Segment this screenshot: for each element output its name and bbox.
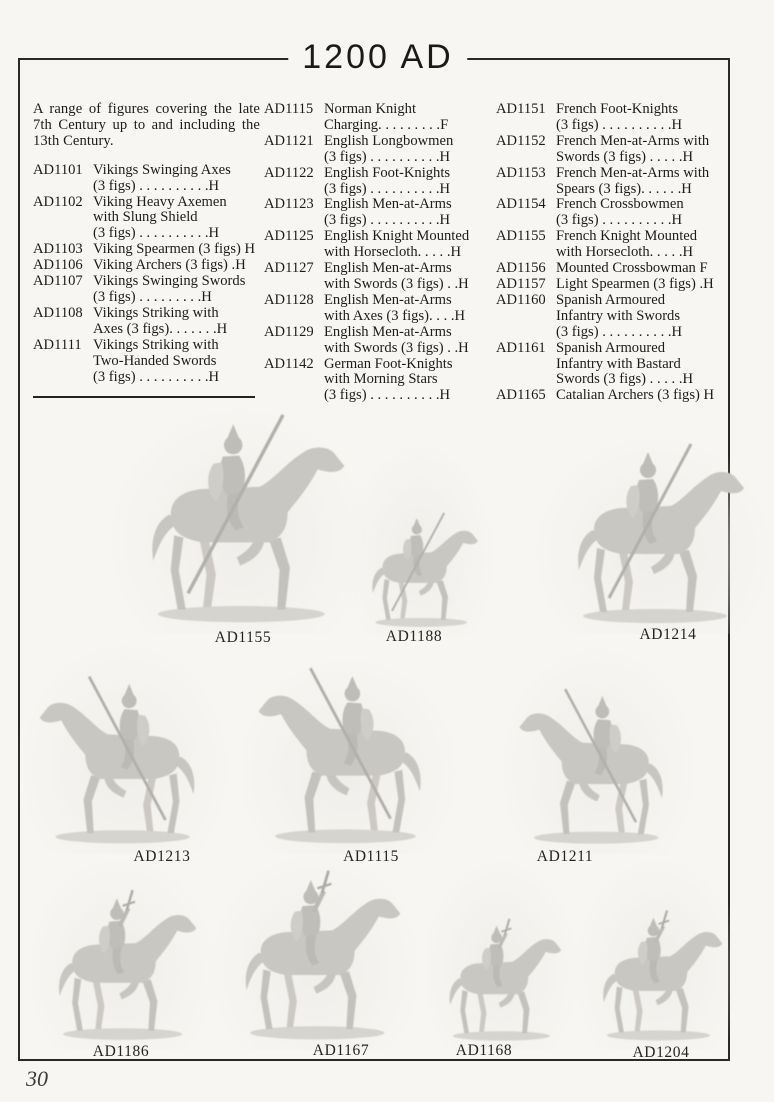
item-description-line: Axes (3 figs). . . . . . .H — [93, 320, 228, 337]
item-description — [93, 163, 260, 195]
figure-photo-ad1155 — [110, 408, 368, 628]
item-description — [93, 195, 260, 243]
item-description-line: English Knight Mounted — [324, 228, 470, 245]
item-description — [324, 357, 492, 405]
catalog-item — [496, 341, 734, 389]
item-description-line: Viking Spearmen (3 figs) H — [93, 241, 256, 258]
item-description-line: (3 figs) . . . . . . . . . .H — [324, 148, 451, 165]
item-description — [556, 166, 734, 198]
item-description-line: (3 figs) . . . . . . . . . .H — [556, 116, 683, 133]
catalog-item — [33, 338, 260, 386]
item-description-line: (3 figs) . . . . . . . . . .H — [556, 323, 683, 340]
item-code: AD1165 — [496, 387, 546, 404]
item-description-line: English Men-at-Arms — [324, 291, 452, 308]
item-code: AD1122 — [264, 164, 314, 181]
catalog-list-right — [496, 102, 734, 404]
item-description-line: English Men-at-Arms — [324, 260, 452, 277]
item-code: AD1103 — [33, 241, 83, 258]
item-code: AD1128 — [264, 291, 314, 308]
item-description-line: (3 figs) . . . . . . . . . .H — [324, 212, 451, 229]
item-description-line: German Foot-Knights — [324, 355, 453, 372]
item-description-line: Vikings Swinging Swords — [93, 273, 246, 290]
item-code: AD1160 — [496, 291, 546, 308]
item-description-line: Spears (3 figs). . . . . .H — [556, 180, 692, 197]
item-description-line: Light Spearmen (3 figs) .H — [556, 275, 714, 292]
catalog-item — [264, 229, 492, 261]
catalog-item — [33, 242, 260, 258]
item-description — [324, 102, 492, 134]
catalog-item — [264, 102, 492, 134]
item-description-line: English Foot-Knights — [324, 164, 451, 181]
item-description — [556, 102, 734, 134]
item-description-line: English Men-at-Arms — [324, 196, 452, 213]
figure-caption: AD1214 — [639, 626, 697, 643]
item-description-line: with Slung Shield — [93, 209, 198, 226]
catalog-item — [496, 166, 734, 198]
catalog-item — [496, 134, 734, 166]
item-code: AD1106 — [33, 257, 83, 274]
figure-caption: AD1188 — [385, 628, 443, 645]
page-number: 30 — [26, 1066, 48, 1091]
item-description-line: Viking Heavy Axemen — [93, 193, 227, 210]
catalog-list-middle — [264, 102, 492, 404]
item-code: AD1107 — [33, 273, 83, 290]
figure-caption: AD1186 — [92, 1043, 150, 1060]
figure-caption: AD1155 — [214, 629, 272, 646]
catalog-item — [496, 388, 734, 404]
item-description-line: Mounted Crossbowman F — [556, 260, 708, 277]
catalog-item — [33, 258, 260, 274]
figure-caption: AD1213 — [133, 848, 191, 865]
item-code: AD1111 — [33, 336, 82, 353]
item-description — [93, 306, 260, 338]
item-description-line: (3 figs) . . . . . . . . . .H — [324, 180, 451, 197]
item-description-line: with Swords (3 figs) . .H — [324, 275, 469, 292]
item-description — [556, 341, 734, 389]
item-description-line: Swords (3 figs) . . . . .H — [556, 371, 694, 388]
item-code: AD1154 — [496, 196, 546, 213]
item-description-line: with Horsecloth. . . . .H — [324, 244, 462, 261]
item-description-line: (3 figs) . . . . . . . . . .H — [93, 368, 220, 385]
item-description-line: Vikings Swinging Axes — [93, 161, 231, 178]
item-code: AD1129 — [264, 323, 314, 340]
figure-photo-ad1186 — [30, 858, 212, 1044]
item-description-line: (3 figs) . . . . . . . . . .H — [93, 177, 220, 194]
item-code: AD1142 — [264, 355, 314, 372]
item-code: AD1108 — [33, 304, 83, 321]
intro-paragraph: A range of figures covering the late 7th Century up to and including the 13th Century. — [33, 101, 260, 149]
item-code: AD1153 — [496, 164, 546, 181]
item-code: AD1152 — [496, 132, 546, 149]
figure-photo-ad1213 — [22, 644, 227, 848]
item-code: AD1101 — [33, 161, 83, 178]
item-description — [324, 261, 492, 293]
item-code: AD1115 — [264, 101, 314, 117]
item-code: AD1123 — [264, 196, 314, 213]
catalog-item — [33, 306, 260, 338]
catalog-item — [264, 166, 492, 198]
item-description-line: French Foot-Knights — [556, 101, 679, 117]
item-description-line: English Longbowmen — [324, 132, 454, 149]
item-description-line: Charging. . . . . . . . .F — [324, 116, 449, 133]
listings-area — [33, 102, 733, 404]
catalog-item — [264, 357, 492, 405]
catalog-item — [496, 197, 734, 229]
item-description-line: Vikings Striking with — [93, 304, 219, 321]
catalog-item — [496, 261, 734, 277]
item-description-line: (3 figs) . . . . . . . . . .H — [556, 212, 683, 229]
item-description-line: English Men-at-Arms — [324, 323, 452, 340]
item-code: AD1125 — [264, 228, 314, 245]
catalog-column-middle — [264, 102, 492, 404]
item-code: AD1102 — [33, 193, 83, 210]
item-description — [556, 197, 734, 229]
item-description-line: Infantry with Bastard — [556, 355, 681, 372]
item-code: AD1161 — [496, 339, 546, 356]
item-code: AD1155 — [496, 228, 546, 245]
figure-photo-ad1188 — [350, 446, 490, 630]
figure-caption: AD1204 — [632, 1044, 690, 1061]
item-code: AD1157 — [496, 275, 546, 292]
figure-caption: AD1115 — [343, 848, 399, 865]
catalog-item — [264, 293, 492, 325]
figure-caption: AD1168 — [455, 1042, 513, 1059]
item-description — [324, 325, 492, 357]
item-description — [93, 274, 260, 306]
figure-caption: AD1167 — [312, 1042, 370, 1059]
item-code: AD1156 — [496, 260, 546, 277]
item-description-line: Spanish Armoured — [556, 339, 666, 356]
catalog-item — [264, 197, 492, 229]
catalog-column-right — [496, 102, 734, 404]
divider-rule — [33, 396, 255, 398]
item-description-line: French Crossbowmen — [556, 196, 684, 213]
item-description-line: French Men-at-Arms with — [556, 132, 710, 149]
item-description — [93, 258, 260, 274]
figure-photo-ad1168 — [426, 860, 574, 1044]
catalog-item — [33, 163, 260, 195]
item-description — [324, 166, 492, 198]
catalog-item — [496, 277, 734, 293]
item-description — [556, 261, 734, 277]
figure-photo-ad1211 — [503, 648, 693, 848]
item-description-line: with Morning Stars — [324, 371, 438, 388]
item-description-line: Viking Archers (3 figs) .H — [93, 257, 246, 274]
page-title: 1200 AD — [288, 38, 467, 77]
item-description — [556, 293, 734, 341]
item-description — [324, 134, 492, 166]
item-code: AD1151 — [496, 101, 546, 117]
catalog-list-left — [33, 163, 260, 386]
catalog-item — [264, 134, 492, 166]
item-description — [324, 229, 492, 261]
catalog-item — [33, 195, 260, 243]
item-description-line: Swords (3 figs) . . . . .H — [556, 148, 694, 165]
item-description — [556, 229, 734, 261]
item-description-line: Two-Handed Swords — [93, 352, 217, 369]
item-description-line: Catalian Archers (3 figs) H — [556, 387, 715, 404]
item-description — [93, 242, 260, 258]
catalog-item — [496, 229, 734, 261]
catalog-item — [264, 325, 492, 357]
figure-photo-ad1167 — [213, 854, 418, 1044]
figure-photo-ad1214 — [536, 438, 770, 628]
item-description-line: Spanish Armoured — [556, 291, 666, 308]
item-description-line: (3 figs) . . . . . . . . .H — [93, 288, 212, 305]
item-description-line: Norman Knight — [324, 101, 417, 117]
item-description-line: Vikings Striking with — [93, 336, 219, 353]
item-description — [324, 293, 492, 325]
figure-caption: AD1211 — [536, 848, 594, 865]
item-description — [556, 388, 734, 404]
item-description — [93, 338, 260, 386]
item-description — [556, 134, 734, 166]
item-description-line: with Axes (3 figs). . . .H — [324, 307, 466, 324]
item-description-line: with Horsecloth. . . . .H — [556, 244, 694, 261]
item-description-line: Infantry with Swords — [556, 307, 681, 324]
item-description — [324, 197, 492, 229]
catalog-item — [33, 274, 260, 306]
item-description-line: (3 figs) . . . . . . . . . .H — [324, 387, 451, 404]
catalog-item — [496, 102, 734, 134]
figure-photo-ad1204 — [578, 858, 736, 1044]
item-code: AD1121 — [264, 132, 314, 149]
item-description-line: French Knight Mounted — [556, 228, 698, 245]
catalog-item — [496, 293, 734, 341]
item-description — [556, 277, 734, 293]
item-description-line: French Men-at-Arms with — [556, 164, 710, 181]
figure-photo-ad1115 — [240, 658, 455, 848]
item-code: AD1127 — [264, 260, 314, 277]
item-description-line: (3 figs) . . . . . . . . . .H — [93, 225, 220, 242]
item-description-line: with Swords (3 figs) . .H — [324, 339, 469, 356]
catalog-column-left — [33, 102, 260, 404]
catalog-item — [264, 261, 492, 293]
